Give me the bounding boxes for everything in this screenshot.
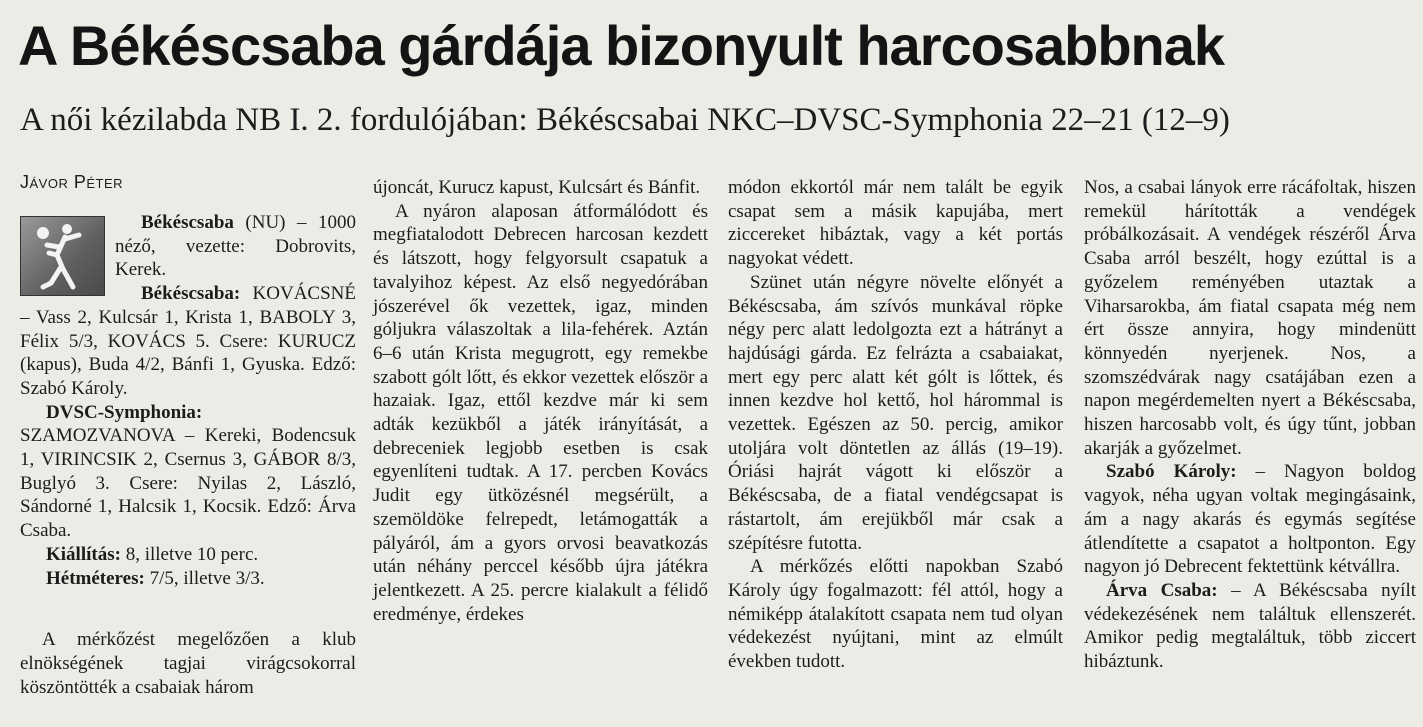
match-info: Békéscsaba (NU) – 1000 néző, vezette: Dobrovits, Kerek. [115, 212, 356, 281]
quote-arva: Árva Csaba: – A Békéscsaba nyílt védekezésének nem találtuk ellenszerét. Amikor pedig megtaláltuk, több ziccert hibáztunk. [1084, 579, 1416, 673]
body-paragraph: újoncát, Kurucz kapust, Kulcsárt és Bánfit. [373, 177, 701, 198]
suspensions: Kiállítás: 8, illetve 10 perc. [46, 543, 259, 565]
article-column-4 [1084, 176, 1416, 674]
quote-szabo: Szabó Károly: – Nagyon boldog vagyok, néha ugyan voltak megingásaink, ám a nagy akarás és egymás segítése átlendítette a csapatot a holtponton. Egy nagyon jó Debrecent fektettünk kétvállra. [1084, 461, 1416, 578]
lineup-dvsc: DVSC-Symphonia: SZAMOZVANOVA – Kereki, Bodencsuk 1, VIRINCSIK 2, Csernus 3, GÁBOR 8/3, Buglyó 3. Csere: Nyilas 2, László, Sándorné 1, Halcsik 1, Kocsik. Edző: Árva Csaba. [20, 401, 356, 542]
body-paragraph: Nos, a csabai lányok erre rácáfoltak, hiszen remekül hárították a vendégek próbálkozásait. A vendégek részéről Árva Csaba arról beszélt, hogy ezúttal is a győzelem reményében utaztak a Viharsarokba, ám fiatal csapata még nem ért össze annyira, hogy mindenütt könnyedén nyerjenek. Nos, a szomszédvárak nagy csatájában ezen a napon megérdemelten nyert a Békéscsaba, hiszen harcosabb volt, és úgy tűnt, jobban akarják a győzelmet. [1084, 177, 1416, 459]
body-paragraph: A mérkőzés előtti napokban Szabó Károly úgy fogalmazott: fél attól, hogy a némiképp átalakított csapata nem tud olyan védekezést nyújtani, mint az elmúlt években tudott. [728, 556, 1063, 673]
article-column-2 [373, 176, 708, 626]
body-paragraph: A nyáron alaposan átformálódott és megfiatalodott Debrecen harcosan kezdett és látszott, hogy felgyorsult csapatuk a tavalyihoz képest. Az első negyedórában jószerével ők vezettek, igaz, minden góljukra válaszoltak a lila-fehérek. Aztán 6–6 után Krista megugrott, egy remekbe szabott gólt lőtt, és ekkor vezettek először a hazaiak. Igaz, ettől kezdve már ki sem adták kezükből a játék irányítását, a debreceniek legjobb esetben is csak egyenlíteni tudtak. A 17. percben Kovács Judit egy ütközésnél megsérült, a szemöldöke felrepedt, letámogatták a pályáról, ám a gyors orvosi beavatkozás után néhány perccel később újra játékra jelentkezett. A 25. percre kialakult a félidő eredménye, érdekes [373, 200, 708, 625]
subheadline: A női kézilabda NB I. 2. fordulójában: Békéscsabai NKC–DVSC-Symphonia 22–21 (12–9) [20, 102, 1230, 138]
body-paragraph: módon ekkortól már nem talált be egyik csapat sem a másik kapujába, mert ziccereket hibáztak, vagy a két portás nagyokat védett. [728, 177, 1063, 270]
body-paragraph: Szünet után négyre növelte előnyét a Békéscsaba, ám szívós munkával röpke négy perc alatt ledolgozta ezt a hátrányt a hajdúsági gárda. Ez felrázta a csabaiakat, mert egy perc alatt két gólt is lőttek, és innen kezdve hol kettő, hol hárommal is vezettek. Egészen az 50. percig, amikor utoljára volt döntetlen az állás (19–19). Óriási hajrát vágott ki először a Békéscsaba, de a fiatal vendégcsapat is rástartolt, ám erejükből már csak a szépítésre futotta. [728, 271, 1063, 554]
byline: Jávor Péter [20, 172, 124, 192]
lineup-bekescsaba: Békéscsaba: KOVÁCSNÉ – Vass 2, Kulcsár 1, Krista 1, BABOLY 3, Félix 5/3, KOVÁCS 5. Csere: KURUCZ (kapus), Buda 4/2, Bánfi 1, Gyuska. Edző: Szabó Károly. [20, 283, 356, 399]
handball-player-icon [20, 216, 105, 296]
article-column-1 [20, 211, 356, 699]
body-paragraph: A mérkőzést megelőzően a klub elnökségének tagjai virágcsokorral köszöntötték a csabaiak három [20, 629, 356, 698]
article-column-3 [728, 176, 1063, 674]
penalties: Hétméteres: 7/5, illetve 3/3. [46, 567, 265, 589]
headline: A Békéscsaba gárdája bizonyult harcosabbnak [18, 14, 1225, 77]
